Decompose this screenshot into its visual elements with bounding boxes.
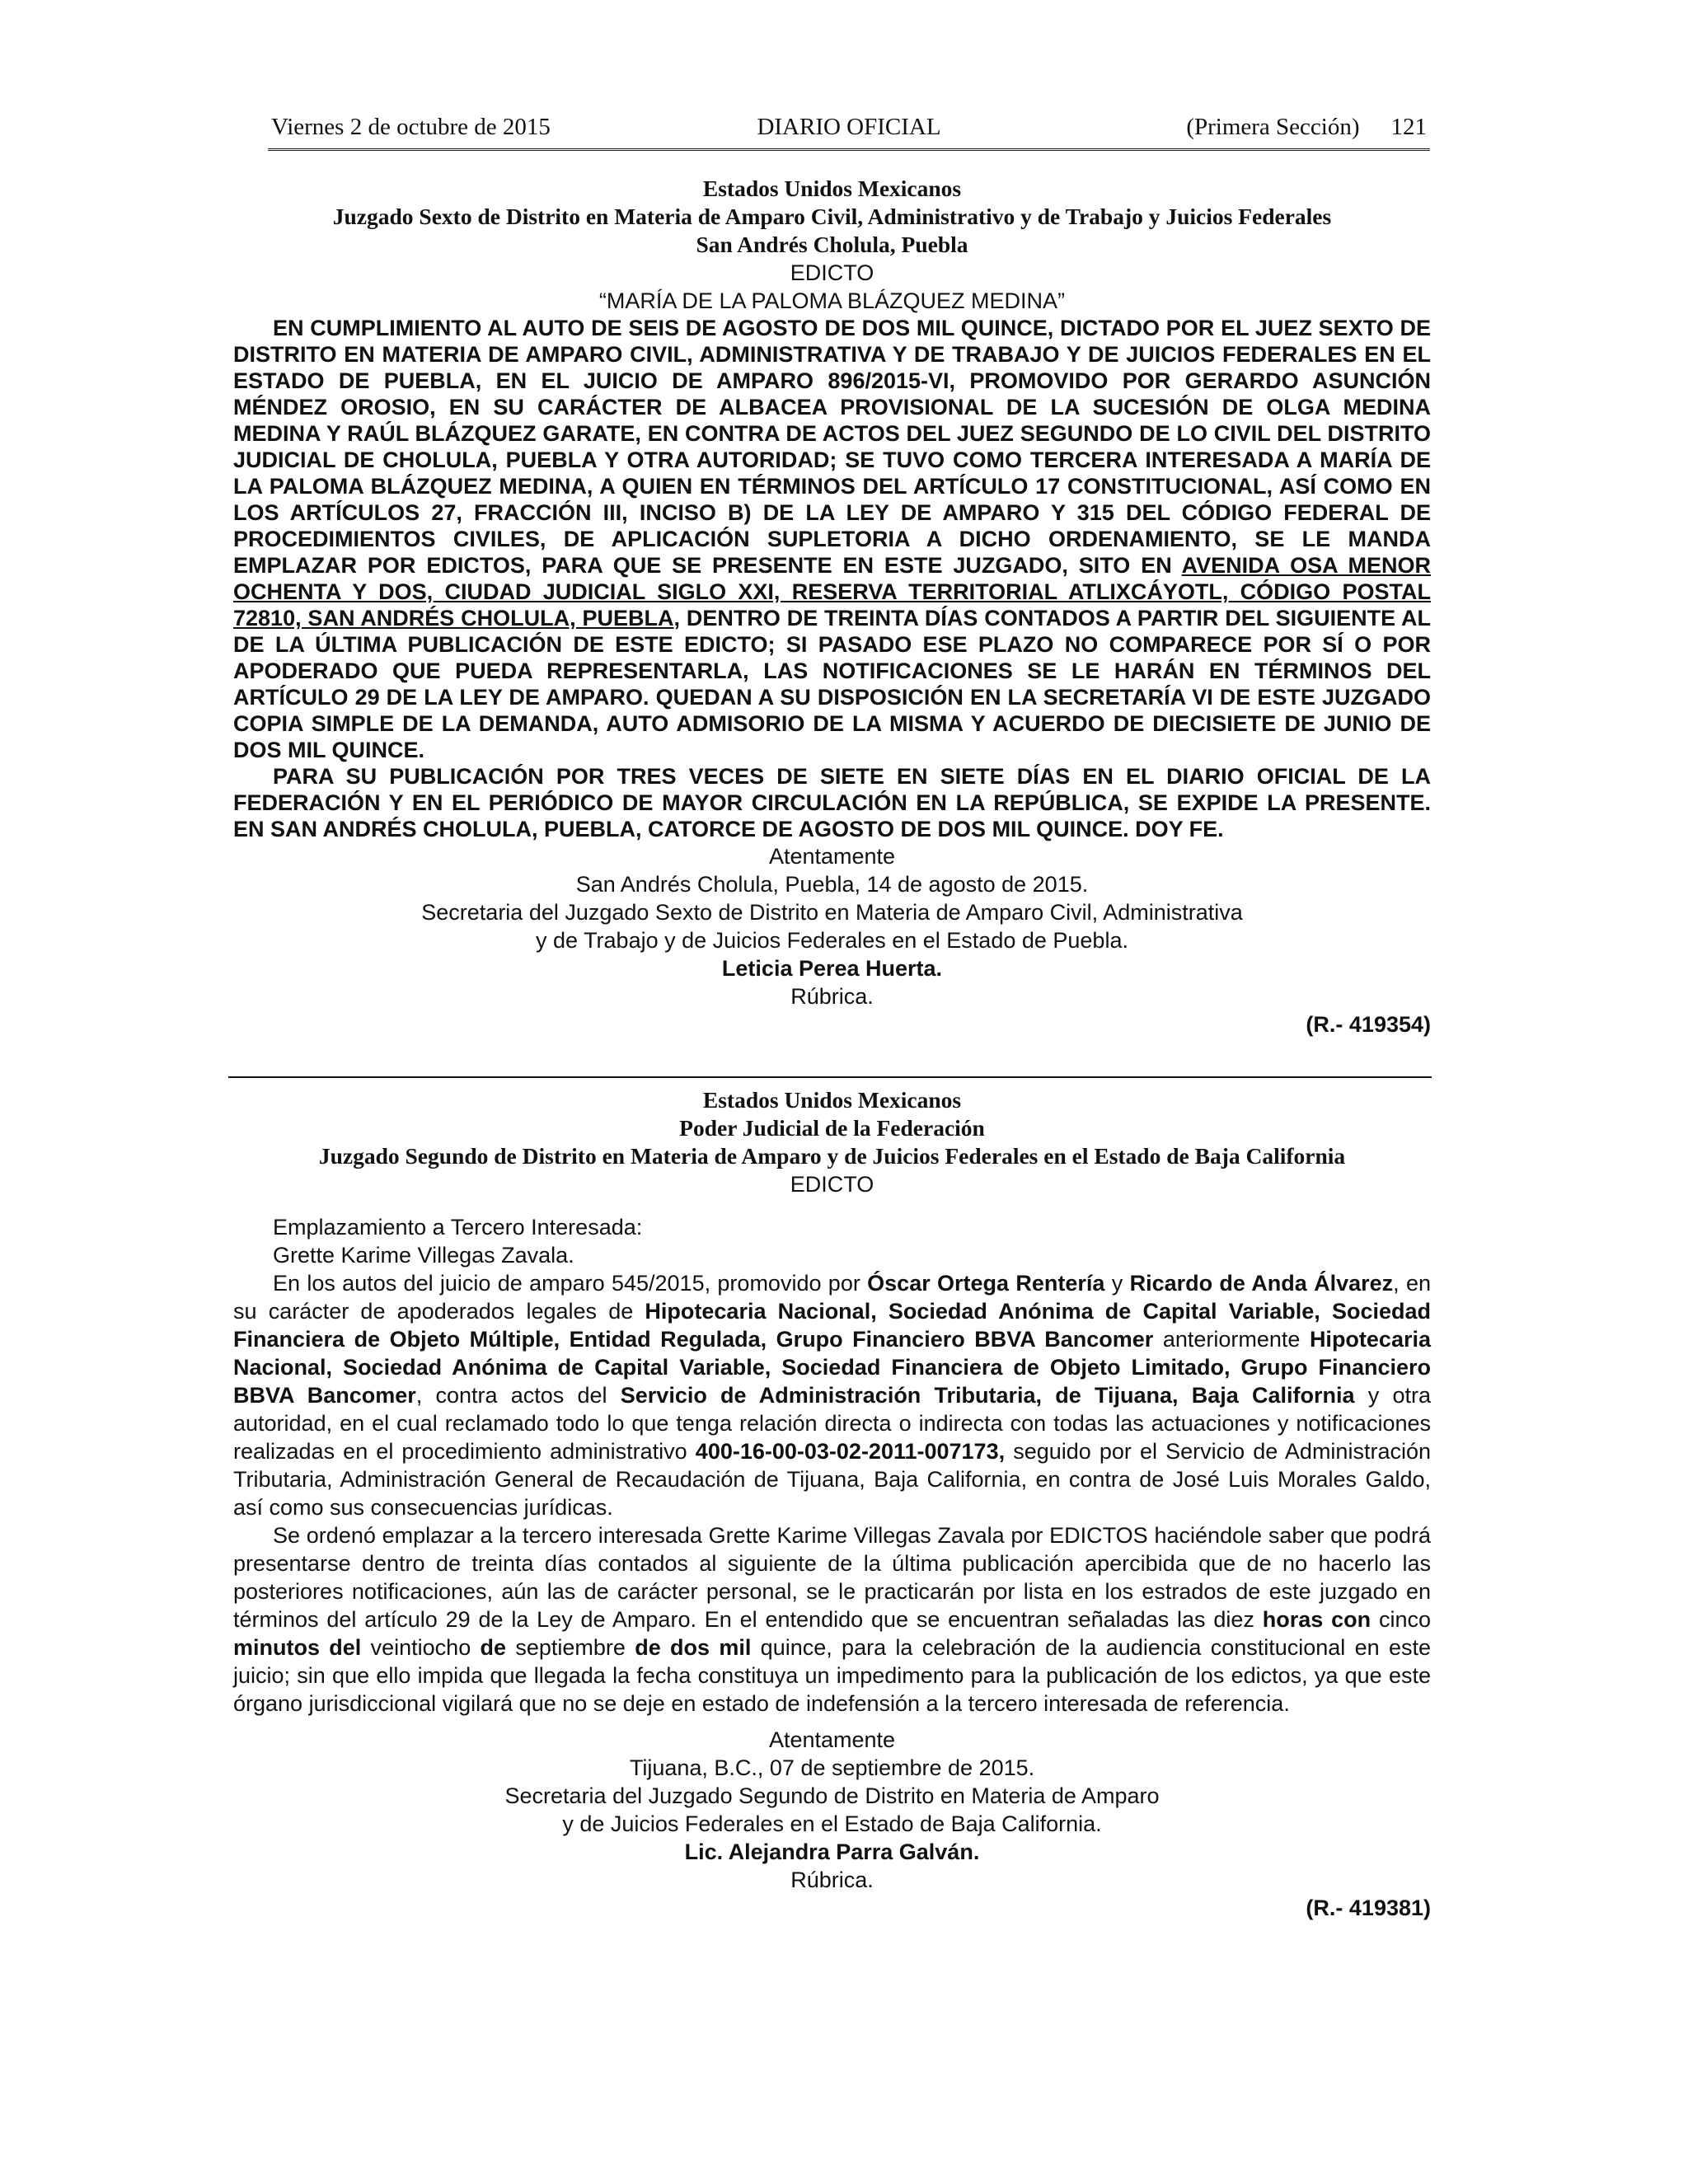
header-section: (Primera Sección) [1186, 114, 1360, 140]
edict2-p1-bold-2: Ricardo de Anda Álvarez [1129, 1271, 1394, 1296]
edict1-place-date: San Andrés Cholula, Puebla, 14 de agosto de 2015. [575, 872, 1089, 897]
edict2-p1-bold-3: Hipotecaria Nacional, Sociedad Anónima de Capital Variable, Sociedad Financiera de Objeto Múltiple, Entidad Regulada, Grupo Financiero BBVA Bancomer [233, 1299, 1431, 1352]
edict2-p2-text-3: veintiocho [361, 1635, 481, 1660]
edict2-p1-bold-4: Hipotecaria Nacional, Sociedad Anónima de Capital Variable, Sociedad Financiera de Objeto Limitado, Grupo Financiero BBVA Bancomer [233, 1327, 1431, 1408]
edict2-p1-text-5: , contra actos del [415, 1383, 621, 1408]
edict2-p1-text-4: anteriormente [1153, 1327, 1310, 1352]
edict2-summons-label: Emplazamiento a Tercero Interesada: [273, 1215, 643, 1240]
edict2-p2-bold-1: horas con [1262, 1607, 1372, 1632]
header-page-number: 121 [1390, 114, 1427, 140]
edict2-doc-type: EDICTO [790, 1172, 874, 1197]
edict2-p2-bold-2: minutos del [233, 1635, 362, 1660]
edict1-signer-title-2: y de Trabajo y de Juicios Federales en el Estado de Puebla. [536, 928, 1128, 953]
edict2-p1-bold-6: 400-16-00-03-02-2011-007173, [695, 1439, 1006, 1464]
header-right [1186, 114, 1427, 141]
header-publication: DIARIO OFICIAL [757, 114, 941, 140]
edict2-signer-title-1: Secretaria del Juzgado Segundo de Distrito en Materia de Amparo [504, 1783, 1160, 1808]
edict1-signer-title-1: Secretaria del Juzgado Sexto de Distrito en Materia de Amparo Civil, Administrativa [421, 900, 1243, 925]
edict2-p1-text-2: y [1104, 1271, 1130, 1296]
edict2-p2-text-4: septiembre [506, 1635, 635, 1660]
edict1-rubric: Rúbrica. [790, 984, 874, 1009]
edict2-registration-number: (R.- 419381) [1306, 1896, 1431, 1920]
edict2-rubric: Rúbrica. [790, 1868, 874, 1892]
edict1-registration-number: (R.- 419354) [1306, 1012, 1431, 1037]
edict2-heading-judiciary: Poder Judicial de la Federación [679, 1115, 985, 1141]
edict-maria-de-la-paloma [233, 175, 1431, 1038]
edict1-heading-court: Juzgado Sexto de Distrito en Materia de Amparo Civil, Administrativo y de Trabajo y Juicios Federales [332, 204, 1332, 229]
edict1-court-address: AVENIDA OSA MENOR OCHENTA Y DOS, CIUDAD JUDICIAL SIGLO XXI, RESERVA TERRITORIAL ATLIXCÁYOTL, CÓDIGO POSTAL 72810, SAN ANDRÉS CHOLULA, PUEBLA [233, 553, 1432, 630]
edict2-p2-bold-4: de dos mil [635, 1635, 752, 1660]
edict2-p1-text-1: En los autos del juicio de amparo 545/2015, promovido por [273, 1271, 868, 1296]
edict2-p1-text-6: y otra autoridad, en el cual reclamado todo lo que tenga relación directa o indirecta con todas las actuaciones y notificaciones realizadas en el procedimiento administrativo [233, 1383, 1431, 1464]
edict2-p1-bold-1: Óscar Ortega Rentería [867, 1271, 1105, 1296]
edict2-heading-court: Juzgado Segundo de Distrito en Materia de Amparo y de Juicios Federales en el Estado de Baja California [318, 1143, 1346, 1169]
edict2-summoned-party: Grette Karime Villegas Zavala. [273, 1243, 574, 1268]
header-date: Viernes 2 de octubre de 2015 [271, 114, 551, 140]
edict2-p1-text-7: seguido por el Servicio de Administración Tributaria, Administración General de Recaudación de Tijuana, Baja California, en contra de José Luis Morales Galdo, así como sus consecuencias jurídicas. [233, 1439, 1431, 1520]
edict2-paragraph-2 [233, 1521, 1431, 1718]
edict2-place-date: Tijuana, B.C., 07 de septiembre de 2015. [629, 1755, 1035, 1780]
edict1-closing: Atentamente [768, 844, 896, 869]
edict1-heading-country: Estados Unidos Mexicanos [702, 176, 962, 201]
edict2-p2-bold-3: de [480, 1635, 507, 1660]
edict1-paragraph-2: PARA SU PUBLICACIÓN POR TRES VECES DE SIETE EN SIETE DÍAS EN EL DIARIO OFICIAL DE LA FEDERACIÓN Y EN EL PERIÓDICO DE MAYOR CIRCULACIÓN EN LA REPÚBLICA, SE EXPIDE LA PRESENTE. EN SAN ANDRÉS CHOLULA, PUEBLA, CATORCE DE AGOSTO DE DOS MIL QUINCE. DOY FE. [233, 764, 1431, 841]
edict2-p1-text-3: , en su carácter de apoderados legales de [233, 1271, 1431, 1324]
edict2-p2-text-1: Se ordenó emplazar a la tercero interesada Grette Karime Villegas Zavala por EDICTOS haciéndole saber que podrá presentarse dentro de treinta días contados al siguiente de la última publicación apercibida que de no hacerlo las posteriores notificaciones, aún las de carácter personal, se le practicarán por lista en los estrados de este juzgado en términos del artículo 29 de la Ley de Amparo. En el entendido que se encuentran señaladas las diez [233, 1523, 1431, 1632]
edict2-p2-text-2: cinco [1371, 1607, 1431, 1632]
edict1-par1-text-a: EN CUMPLIMIENTO AL AUTO DE SEIS DE AGOSTO DE DOS MIL QUINCE, DICTADO POR EL JUEZ SEXTO DE DISTRITO EN MATERIA DE AMPARO CIVIL, ADMINISTRATIVA Y DE TRABAJO Y DE JUICIOS FEDERALES EN EL ESTADO DE PUEBLA, EN EL JUICIO DE AMPARO 896/2015-VI, PROMOVIDO POR GERARDO ASUNCIÓN MÉNDEZ OROSIO, EN SU CARÁCTER DE ALBACEA PROVISIONAL DE LA SUCESIÓN DE OLGA MEDINA MEDINA Y RAÚL BLÁZQUEZ GARATE, EN CONTRA DE ACTOS DEL JUEZ SEGUNDO DE LO CIVIL DEL DISTRITO JUDICIAL DE CHOLULA, PUEBLA Y OTRA AUTORIDAD; SE TUVO COMO TERCERA INTERESADA A MARÍA DE LA PALOMA BLÁZQUEZ MEDINA, A QUIEN EN TÉRMINOS DEL ARTÍCULO 17 CONSTITUCIONAL, ASÍ COMO EN LOS ARTÍCULOS 27, FRACCIÓN III, INCISO B) DE LA LEY DE AMPARO Y 315 DEL CÓDIGO FEDERAL DE PROCEDIMIENTOS CIVILES, DE APLICACIÓN SUPLETORIA A DICHO ORDENAMIENTO, SE LE MANDA EMPLAZAR POR EDICTOS, PARA QUE SE PRESENTE EN ESTE JUZGADO, SITO EN [233, 316, 1431, 578]
edict1-doc-type: EDICTO [790, 260, 874, 285]
edict-grette-karime [233, 1078, 1431, 1922]
edict2-closing: Atentamente [768, 1727, 896, 1752]
edict2-paragraph-1 [233, 1269, 1431, 1521]
page-header [268, 114, 1430, 151]
edict2-signer-title-2: y de Juicios Federales en el Estado de Baja California. [562, 1811, 1102, 1836]
edict2-signer-name: Lic. Alejandra Parra Galván. [684, 1840, 980, 1864]
edict1-par1-text-b: , DENTRO DE TREINTA DÍAS CONTADOS A PARTIR DEL SIGUIENTE AL DE LA ÚLTIMA PUBLICACIÓN DE ESTE EDICTO; SI PASADO ESE PLAZO NO COMPARECE POR SÍ O POR APODERADO QUE PUEDA REPRESENTARLA, LAS NOTIFICACIONES SE LE HARÁN EN TÉRMINOS DEL ARTÍCULO 29 DE LA LEY DE AMPARO. QUEDAN A SU DISPOSICIÓN EN LA SECRETARÍA VI DE ESTE JUZGADO COPIA SIMPLE DE LA DEMANDA, AUTO ADMISORIO DE LA MISMA Y ACUERDO DE DIECISIETE DE JUNIO DE DOS MIL QUINCE. [233, 606, 1432, 762]
edict1-signer-name: Leticia Perea Huerta. [721, 956, 943, 981]
edict2-heading-country: Estados Unidos Mexicanos [702, 1087, 962, 1113]
edict1-paragraph-1 [233, 315, 1431, 763]
edict2-p2-text-5: quince, para la celebración de la audiencia constitucional en este juicio; sin que ello impida que llegada la fecha constituya un impedimento para la publicación de los edictos, ya que este órgano jurisdiccional vigilará que no se deje en estado de indefensión a la tercero interesada de referencia. [233, 1635, 1431, 1716]
edict1-heading-location: San Andrés Cholula, Puebla [696, 232, 968, 257]
edict2-p1-bold-5: Servicio de Administración Tributaria, de Tijuana, Baja California [620, 1383, 1355, 1408]
edict1-subject: “MARÍA DE LA PALOMA BLÁZQUEZ MEDINA” [598, 288, 1066, 313]
